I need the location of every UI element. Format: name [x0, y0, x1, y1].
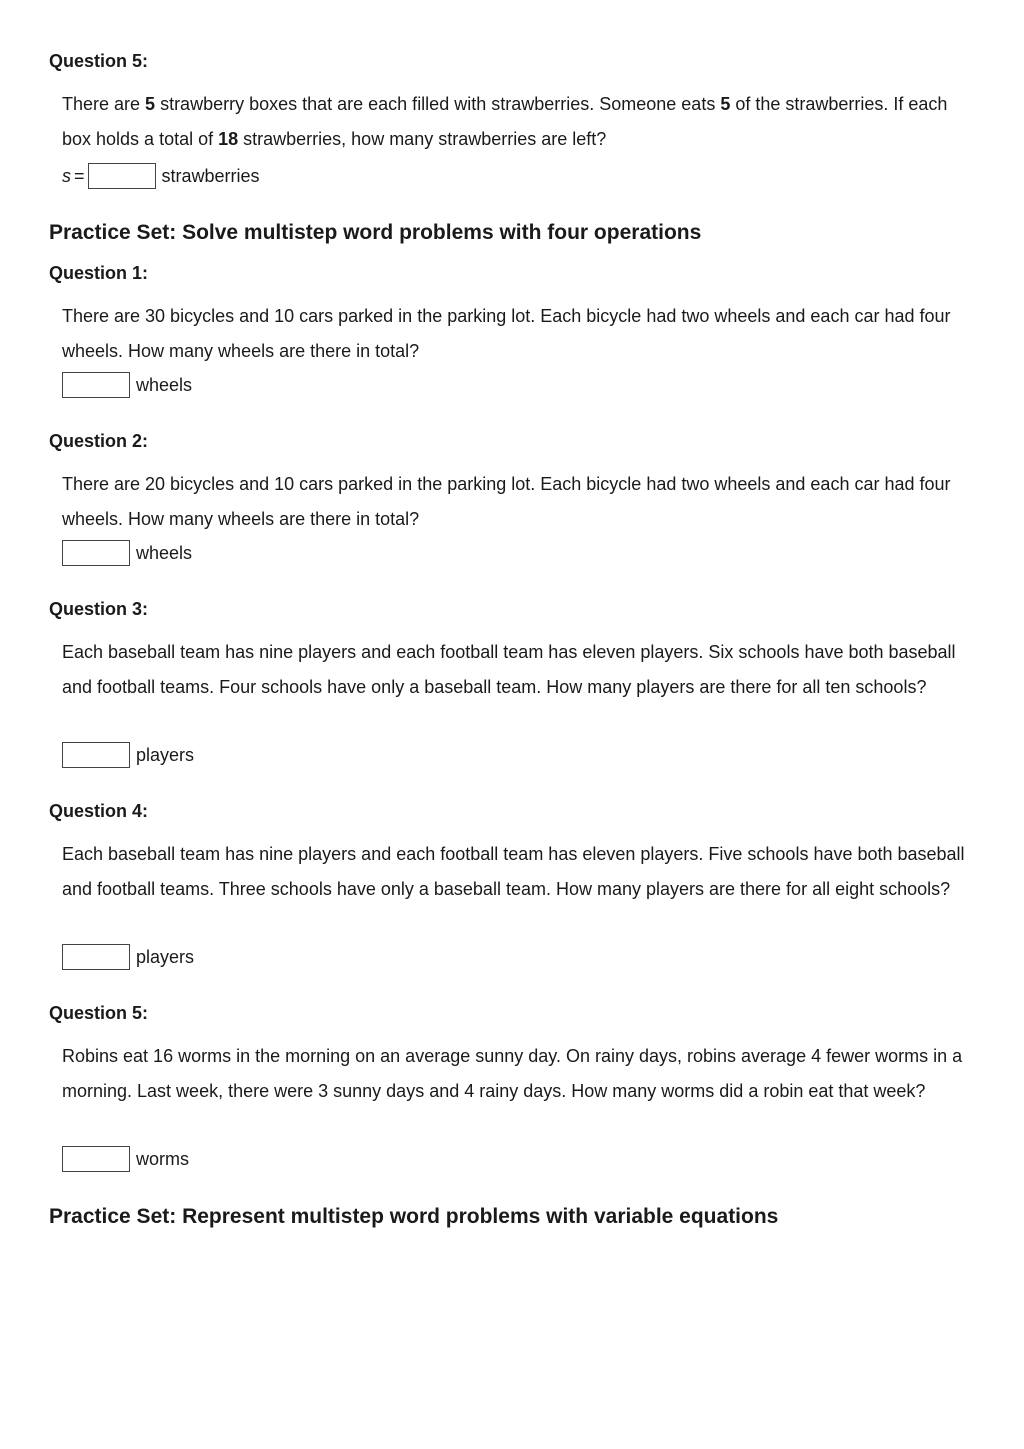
text-fragment: There are: [62, 94, 146, 114]
answer-unit: wheels: [136, 542, 193, 563]
question-label: Question 2:: [49, 431, 149, 451]
answer-unit: players: [136, 744, 195, 765]
answer-row: [62, 742, 194, 768]
question-text: Each baseball team has nine players and each football team has eleven players. Five schools have both baseball and football teams. Three schools have only a baseball team. How many players are there for all eight schools?: [62, 844, 965, 899]
answer-row: [62, 163, 260, 189]
answer-input[interactable]: [62, 1146, 130, 1172]
question-text: Each baseball team has nine players and each football team has eleven players. Six schools have both baseball and football teams. Four schools have only a baseball team. How many players are there for all ten schools?: [62, 642, 956, 697]
answer-unit: strawberries: [161, 165, 260, 186]
question-label: Question 4:: [49, 801, 149, 821]
text-fragment: strawberries, how many strawberries are left?: [238, 128, 607, 149]
bold-number: 5: [145, 94, 156, 114]
answer-input[interactable]: [62, 372, 130, 398]
text-fragment: of the strawberries. If each box holds a total of: [62, 94, 948, 149]
question-text: There are 20 bicycles and 10 cars parked in the parking lot. Each bicycle had two wheels and each car had four wheels. How many wheels are there in total?: [62, 474, 951, 529]
equals-sign: =: [74, 165, 85, 186]
answer-row: [62, 944, 194, 970]
answer-unit: wheels: [136, 374, 193, 395]
answer-input[interactable]: [62, 540, 130, 566]
answer-row: [62, 372, 192, 398]
bold-number: 5: [720, 94, 731, 114]
answer-input[interactable]: [62, 944, 130, 970]
answer-input[interactable]: [62, 742, 130, 768]
question-label: Question 5:: [49, 51, 149, 71]
question-label: Question 3:: [49, 599, 149, 619]
answer-input[interactable]: [88, 163, 156, 189]
text-fragment: strawberry boxes that are each filled with strawberries. Someone eats: [155, 94, 721, 114]
question-text: [62, 87, 967, 156]
bold-number: 18: [218, 128, 239, 149]
answer-variable: s: [62, 165, 71, 186]
answer-row: [62, 540, 192, 566]
answer-row: [62, 1146, 189, 1172]
question-text: Robins eat 16 worms in the morning on an average sunny day. On rainy days, robins average 4 fewer worms in a morning. Last week, there were 3 sunny days and 4 rainy days. How many worms did a robin eat that week?: [62, 1046, 963, 1101]
answer-unit: players: [136, 946, 195, 967]
question-text: There are 30 bicycles and 10 cars parked in the parking lot. Each bicycle had two wheels and each car had four wheels. How many wheels are there in total?: [62, 306, 951, 361]
practice-set-title: Practice Set: Represent multistep word problems with variable equations: [49, 1205, 779, 1228]
question-label: Question 1:: [49, 263, 149, 283]
answer-unit: worms: [136, 1148, 189, 1169]
practice-set-title: Practice Set: Solve multistep word problems with four operations: [49, 221, 702, 244]
question-label: Question 5:: [49, 1003, 149, 1023]
